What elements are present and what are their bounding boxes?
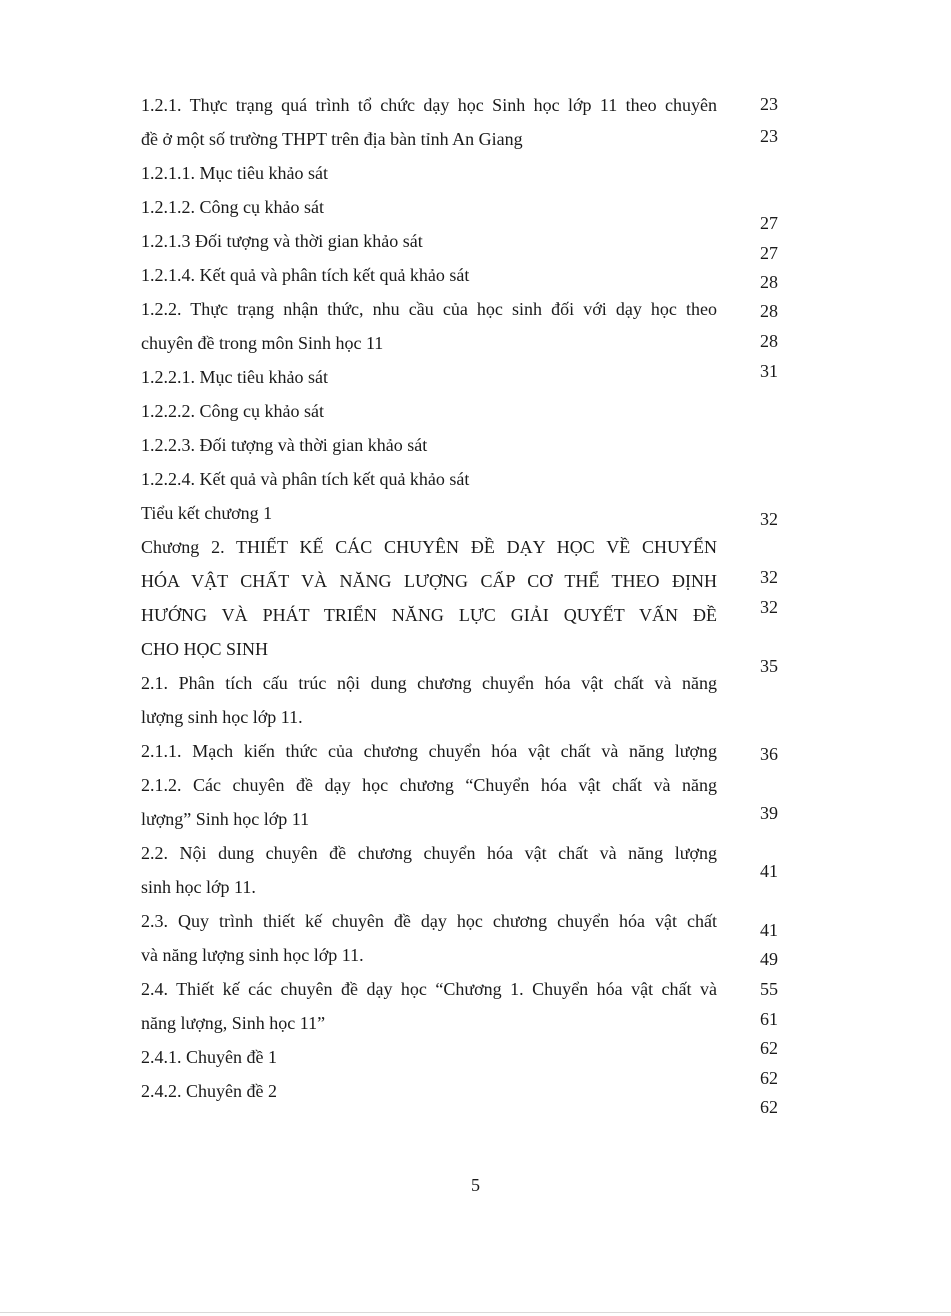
toc-page-number: 36 <box>760 744 778 764</box>
toc-line: HƯỚNG VÀ PHÁT TRIỂN NĂNG LỰC GIẢI QUYẾT VẤN ĐỀ <box>141 605 717 625</box>
toc-page-number: 27 <box>760 213 778 233</box>
page-number: 5 <box>471 1175 480 1195</box>
toc-page-number: 55 <box>760 979 778 999</box>
toc-line: 2.3. Quy trình thiết kế chuyên đề dạy học chương chuyển hóa vật chất <box>141 911 717 931</box>
toc-page-number: 35 <box>760 656 778 676</box>
toc-line: lượng sinh học lớp 11. <box>141 707 303 727</box>
toc-line: Tiểu kết chương 1 <box>141 503 273 523</box>
toc-line: 2.1. Phân tích cấu trúc nội dung chương chuyển hóa vật chất và năng <box>141 673 717 693</box>
toc-line: 1.2.2.4. Kết quả và phân tích kết quả khảo sát <box>141 469 470 489</box>
toc-page-number: 41 <box>760 861 778 881</box>
toc-line: 2.1.2. Các chuyên đề dạy học chương “Chuyển hóa vật chất và năng <box>141 775 717 795</box>
toc-page-number: 32 <box>760 597 778 617</box>
toc-page-number: 28 <box>760 301 778 321</box>
toc-page-number: 32 <box>760 509 778 529</box>
toc-line: Chương 2. THIẾT KẾ CÁC CHUYÊN ĐỀ DẠY HỌC VỀ CHUYỂN <box>141 537 717 557</box>
toc-page-number: 23 <box>760 94 778 114</box>
toc-line: 1.2.1.1. Mục tiêu khảo sát <box>141 163 328 183</box>
toc-line: năng lượng, Sinh học 11” <box>141 1013 326 1033</box>
toc-line: 1.2.2. Thực trạng nhận thức, nhu cầu của học sinh đối với dạy học theo <box>141 299 717 319</box>
toc-line: HÓA VẬT CHẤT VÀ NĂNG LƯỢNG CẤP CƠ THỂ THEO ĐỊNH <box>141 571 717 591</box>
toc-line: lượng” Sinh học lớp 11 <box>141 809 310 829</box>
toc-page-number: 28 <box>760 272 778 292</box>
toc-page-number: 61 <box>760 1009 778 1029</box>
toc-page-number: 41 <box>760 920 778 940</box>
toc-page-number: 32 <box>760 567 778 587</box>
toc-line: 2.1.1. Mạch kiến thức của chương chuyển hóa vật chất và năng lượng <box>141 741 717 761</box>
toc-line: CHO HỌC SINH <box>141 639 269 659</box>
toc-line: 1.2.1. Thực trạng quá trình tổ chức dạy học Sinh học lớp 11 theo chuyên <box>141 95 717 115</box>
toc-line: 1.2.1.3 Đối tượng và thời gian khảo sát <box>141 231 423 251</box>
toc-line: 1.2.2.3. Đối tượng và thời gian khảo sát <box>141 435 428 455</box>
toc-page-number: 23 <box>760 126 778 146</box>
toc-page-number: 49 <box>760 949 778 969</box>
toc-line: 1.2.1.4. Kết quả và phân tích kết quả khảo sát <box>141 265 470 285</box>
toc-page-number: 28 <box>760 331 778 351</box>
toc-page-number: 27 <box>760 243 778 263</box>
toc-page-number: 62 <box>760 1068 778 1088</box>
toc-line: 1.2.2.2. Công cụ khảo sát <box>141 401 324 421</box>
toc-line: sinh học lớp 11. <box>141 877 256 897</box>
toc-page-number: 39 <box>760 803 778 823</box>
toc-line: đề ở một số trường THPT trên địa bàn tỉnh An Giang <box>141 129 523 149</box>
toc-line: 2.4.1. Chuyên đề 1 <box>141 1047 277 1067</box>
toc-page-number: 62 <box>760 1097 778 1117</box>
toc-entries <box>141 92 717 1112</box>
toc-line: và năng lượng sinh học lớp 11. <box>141 945 364 965</box>
toc-line: 2.4.2. Chuyên đề 2 <box>141 1081 277 1101</box>
bottom-edge-divider <box>0 1312 951 1313</box>
toc-page-number: 62 <box>760 1038 778 1058</box>
toc-line: 1.2.2.1. Mục tiêu khảo sát <box>141 367 328 387</box>
toc-line: 2.4. Thiết kế các chuyên đề dạy học “Chương 1. Chuyển hóa vật chất và <box>141 979 717 999</box>
toc-line: chuyên đề trong môn Sinh học 11 <box>141 333 384 353</box>
toc-line: 2.2. Nội dung chuyên đề chương chuyển hóa vật chất và năng lượng <box>141 843 717 863</box>
toc-line: 1.2.1.2. Công cụ khảo sát <box>141 197 324 217</box>
toc-page-number: 31 <box>760 361 778 381</box>
